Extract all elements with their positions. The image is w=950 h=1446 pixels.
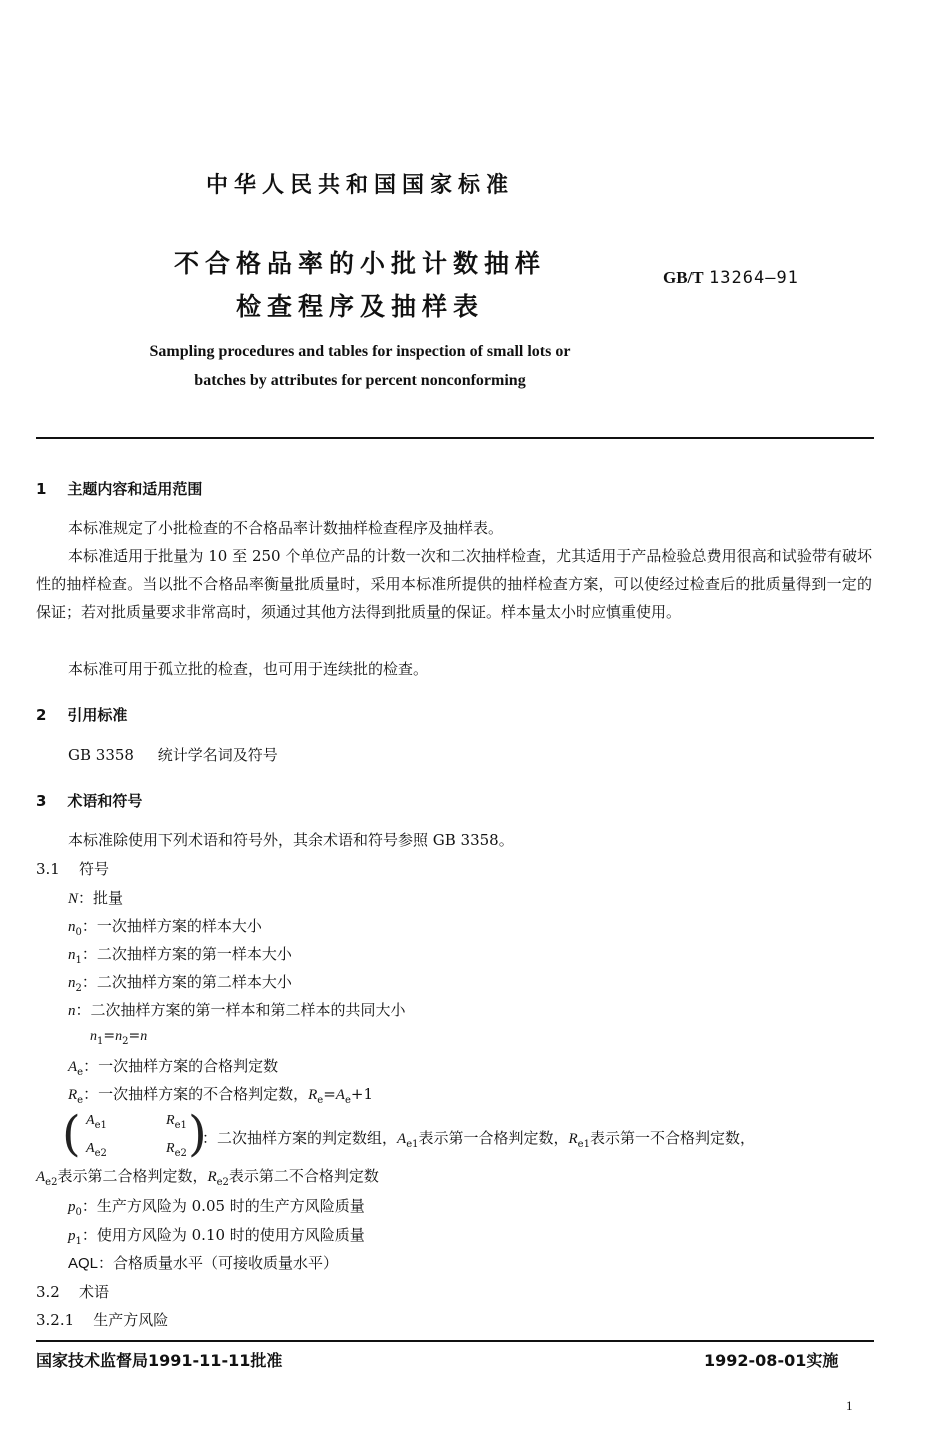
symbol-R: R bbox=[308, 1087, 318, 1103]
symbol-n-definition bbox=[68, 999, 406, 1020]
subscript: 0 bbox=[75, 1207, 82, 1218]
section1-paragraph1: 本标准规定了小批检查的不合格品率计数抽样检查程序及抽样表。 bbox=[68, 519, 504, 537]
definition-text: 表示第二合格判定数， bbox=[57, 1167, 208, 1185]
symbol-n: n bbox=[140, 1029, 148, 1044]
subsection-3-2 bbox=[36, 1281, 109, 1302]
decision-group-definition-cont bbox=[36, 1165, 379, 1188]
equation-n1-n2-n bbox=[90, 1028, 147, 1047]
reference-code: GB 3358 bbox=[68, 746, 134, 764]
symbol-R: R bbox=[166, 1141, 175, 1156]
symbol-p1-definition bbox=[68, 1224, 365, 1247]
equals-sign: = bbox=[103, 1028, 116, 1044]
symbol-R: R bbox=[68, 1087, 78, 1103]
definition-text: ：合格质量水平（可接收质量水平） bbox=[98, 1254, 339, 1272]
subsection-3-2-1-number: 3.2.1 bbox=[36, 1311, 75, 1329]
approval-date: 国家技术监督局1991-11-11批准 bbox=[36, 1351, 283, 1370]
subscript: e bbox=[77, 1067, 84, 1078]
symbol-n1-definition bbox=[68, 943, 292, 966]
symbol-A: A bbox=[86, 1141, 95, 1156]
section3-intro: 本标准除使用下列术语和符号外，其余术语和符号参照 GB 3358。 bbox=[68, 831, 514, 849]
symbol-n: n bbox=[68, 947, 76, 963]
symbol-A: A bbox=[86, 1113, 95, 1128]
section1-title: 主题内容和适用范围 bbox=[67, 480, 203, 498]
symbol-N: N bbox=[68, 891, 79, 907]
section1-paragraph3: 本标准可用于孤立批的检查，也可用于连续批的检查。 bbox=[68, 660, 429, 678]
subsection-3-2-title: 术语 bbox=[78, 1283, 109, 1301]
national-standard-heading: 中华人民共和国国家标准 bbox=[205, 173, 514, 198]
definition-text: ：二次抽样方案的第一样本和第二样本的共同大小 bbox=[75, 1001, 406, 1019]
reference-title: 统计学名词及符号 bbox=[157, 746, 278, 764]
symbol-p0-definition bbox=[68, 1195, 365, 1218]
subscript: e2 bbox=[45, 1177, 58, 1188]
code-number: 13264—91 bbox=[709, 268, 799, 288]
symbol-A: A bbox=[397, 1131, 407, 1147]
reference-standard bbox=[68, 744, 278, 765]
title-en-line2: batches by attributes for percent nonconforming bbox=[194, 372, 526, 389]
symbol-n0-definition bbox=[68, 915, 262, 938]
subscript: e bbox=[77, 1095, 84, 1106]
symbol-n: n bbox=[90, 1029, 97, 1044]
symbol-n: n bbox=[68, 919, 76, 935]
section2-heading bbox=[36, 704, 127, 725]
symbol-n: n bbox=[115, 1029, 123, 1044]
equals-sign: = bbox=[323, 1085, 336, 1103]
symbol-n: n bbox=[68, 975, 76, 991]
subsection-3-2-1 bbox=[36, 1309, 168, 1330]
symbol-aql-definition bbox=[68, 1252, 338, 1273]
title-en-line1: Sampling procedures and tables for inspection of small lots or bbox=[149, 343, 571, 360]
title-cn-line1: 不合格品率的小批计数抽样 bbox=[173, 249, 546, 278]
section3-number: 3 bbox=[36, 792, 47, 810]
subscript: e1 bbox=[174, 1119, 187, 1131]
subscript: 1 bbox=[97, 1035, 104, 1047]
subsection-3-2-1-title: 生产方风险 bbox=[93, 1311, 169, 1329]
subscript: e1 bbox=[406, 1139, 419, 1150]
decision-group-definition bbox=[202, 1127, 755, 1150]
section2-number: 2 bbox=[36, 706, 47, 724]
symbol-aql: AQL bbox=[68, 1255, 99, 1272]
code-prefix: GB/T bbox=[663, 268, 704, 287]
footer-divider bbox=[36, 1340, 874, 1342]
definition-text: 表示第一合格判定数， bbox=[418, 1129, 569, 1147]
subscript: 2 bbox=[75, 983, 82, 994]
symbol-A: A bbox=[335, 1087, 345, 1103]
subscript: e2 bbox=[174, 1147, 187, 1159]
definition-text: ：二次抽样方案的第二样本大小 bbox=[81, 973, 292, 991]
right-bracket: ) bbox=[188, 1106, 207, 1162]
definition-text: ：一次抽样方案的不合格判定数， bbox=[83, 1085, 309, 1103]
symbol-Ae-definition bbox=[68, 1055, 278, 1078]
symbol-n2-definition bbox=[68, 971, 292, 994]
standard-code bbox=[663, 268, 799, 288]
symbol-p: p bbox=[68, 1199, 76, 1215]
definition-text: ：使用方风险为 0.10 时的使用方风险质量 bbox=[81, 1226, 365, 1244]
definition-text: ：生产方风险为 0.05 时的生产方风险质量 bbox=[81, 1197, 365, 1215]
subscript: e bbox=[344, 1095, 351, 1106]
definition-text: 表示第二不合格判定数 bbox=[228, 1167, 379, 1185]
section2-title: 引用标准 bbox=[67, 706, 128, 724]
symbol-N-definition bbox=[68, 887, 123, 908]
matrix-Re1 bbox=[166, 1112, 187, 1131]
symbol-p: p bbox=[68, 1228, 76, 1244]
symbol-Re-definition bbox=[68, 1083, 373, 1106]
left-bracket: ( bbox=[62, 1106, 81, 1162]
definition-text: ：一次抽样方案的合格判定数 bbox=[83, 1057, 279, 1075]
effective-date: 1992-08-01实施 bbox=[704, 1351, 839, 1370]
section3-heading bbox=[36, 790, 142, 811]
section1-paragraph2: 本标准适用于批量为 10 至 250 个单位产品的计数一次和二次抽样检查，尤其适用于产品检验总费用很高和试验带有破坏性的抽样检查。当以批不合格品率衡量批质量时，采用本标准所提供的抽样检查方案，可以使经过检查后的批质量得到一定的保证；若对批质量要求非常高时，须通过其他方法得到批质量的保证。样本量太小时应慎重使用。 bbox=[36, 547, 872, 621]
subscript: e bbox=[317, 1095, 324, 1106]
plus-one: +1 bbox=[350, 1085, 373, 1103]
definition-text: 表示第一不合格判定数， bbox=[589, 1129, 755, 1147]
subscript: 2 bbox=[122, 1035, 129, 1047]
subscript: 1 bbox=[75, 955, 82, 966]
matrix-Ae1 bbox=[86, 1112, 107, 1131]
section1-number: 1 bbox=[36, 480, 47, 498]
section3-title: 术语和符号 bbox=[67, 792, 143, 810]
definition-text: ：二次抽样方案的判定数组， bbox=[202, 1129, 398, 1147]
symbol-A: A bbox=[36, 1169, 46, 1185]
subscript: 1 bbox=[75, 1236, 82, 1247]
definition-text: ：批量 bbox=[78, 889, 124, 907]
definition-text: ：一次抽样方案的样本大小 bbox=[81, 917, 262, 935]
matrix-Re2 bbox=[166, 1140, 187, 1159]
subsection-3-1 bbox=[36, 858, 109, 879]
header-divider bbox=[36, 437, 874, 439]
symbol-R: R bbox=[568, 1131, 578, 1147]
symbol-R: R bbox=[166, 1113, 175, 1128]
symbol-R: R bbox=[207, 1169, 217, 1185]
definition-text: ：二次抽样方案的第一样本大小 bbox=[81, 945, 292, 963]
page-number: 1 bbox=[846, 1398, 853, 1413]
subscript: e1 bbox=[577, 1139, 590, 1150]
equals-sign: = bbox=[128, 1028, 141, 1044]
symbol-A: A bbox=[68, 1059, 78, 1075]
matrix-Ae2 bbox=[86, 1140, 107, 1159]
subscript: e2 bbox=[94, 1147, 107, 1159]
subscript: e1 bbox=[94, 1119, 107, 1131]
subscript: 0 bbox=[75, 927, 82, 938]
subsection-3-2-number: 3.2 bbox=[36, 1283, 60, 1301]
subsection-3-1-number: 3.1 bbox=[36, 860, 60, 878]
symbol-n: n bbox=[68, 1003, 76, 1019]
subscript: e2 bbox=[216, 1177, 229, 1188]
subsection-3-1-title: 符号 bbox=[78, 860, 109, 878]
title-cn-line2: 检查程序及抽样表 bbox=[235, 292, 484, 321]
section1-heading bbox=[36, 478, 202, 499]
